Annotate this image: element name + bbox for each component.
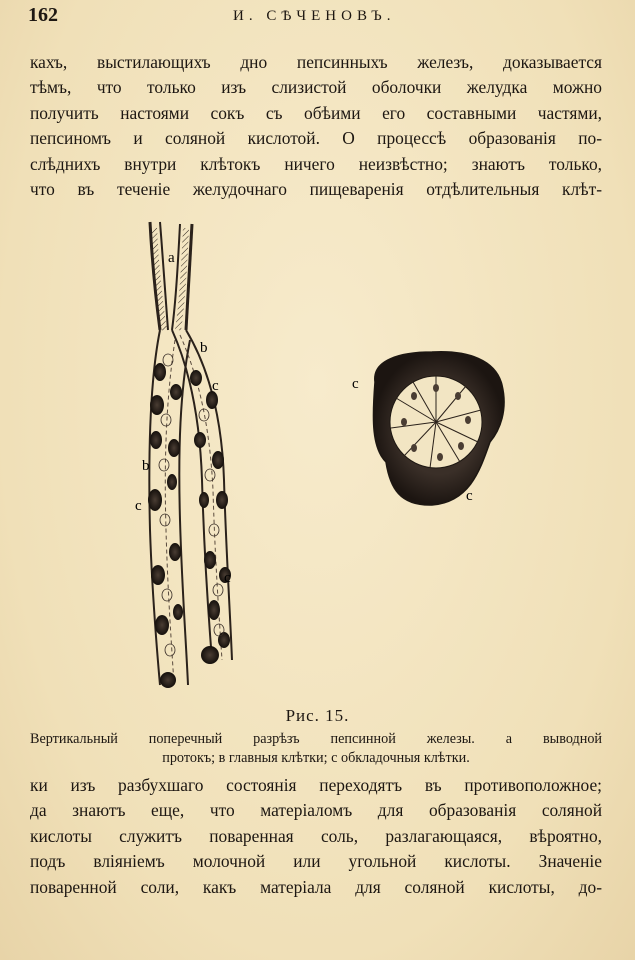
label-c: c [224, 570, 231, 586]
label-b: b [142, 458, 150, 474]
label-c: c [212, 378, 219, 394]
figure-15-illustration [0, 200, 635, 700]
caption-line: Вертикальный поперечный разрѣзъ пепсинной железы. a выводной [30, 731, 602, 747]
text-line: получить настоями сокъ съ обѣими его составными частями, [30, 102, 602, 123]
longitudinal-gland-section [135, 222, 232, 688]
label-c: c [352, 376, 359, 392]
page-header [28, 4, 605, 28]
text-line: поваренной соли, какъ матеріала для соляной кислоты, до- [30, 876, 602, 897]
label-c: c [135, 498, 142, 514]
figure-caption [30, 730, 602, 768]
figure-title: Рис. 15. [285, 706, 350, 725]
label-b: b [200, 340, 208, 356]
running-head: И. СѢЧЕНОВЪ. [233, 8, 396, 24]
label-c: c [466, 488, 473, 504]
text-line: кахъ, выстилающихъ дно пепсинныхъ железъ, доказывается [30, 52, 602, 72]
text-line: слѣднихъ внутри клѣтокъ ничего неизвѣстно; знаютъ только, [30, 153, 602, 174]
body-text-top [30, 50, 602, 202]
text-line: что въ теченіе желудочнаго пищеваренія отдѣлительныя клѣт- [30, 179, 602, 200]
caption-line: протокъ; в главныя клѣтки; c обкладочныя клѣтки. [162, 750, 470, 766]
page-number: 162 [28, 4, 58, 26]
text-line: кислоты служитъ поваренная соль, разлагающаяся, вѣроятно, [30, 825, 602, 846]
body-text-bottom [30, 773, 602, 900]
text-line: ки изъ разбухшаго состоянія переходятъ въ противоположное; [30, 775, 602, 795]
cross-section-gland [352, 352, 504, 505]
text-line: пепсиномъ и соляной кислотой. О процессѣ образованія по- [30, 128, 602, 149]
text-line: да знаютъ еще, что матеріаломъ для образованія соляной [30, 800, 602, 821]
text-line: тѣмъ, что только изъ слизистой оболочки желудка можно [30, 77, 602, 98]
label-a: a [168, 250, 175, 266]
text-line: подъ вліяніемъ молочной или угольной кислоты. Значеніе [30, 851, 602, 872]
